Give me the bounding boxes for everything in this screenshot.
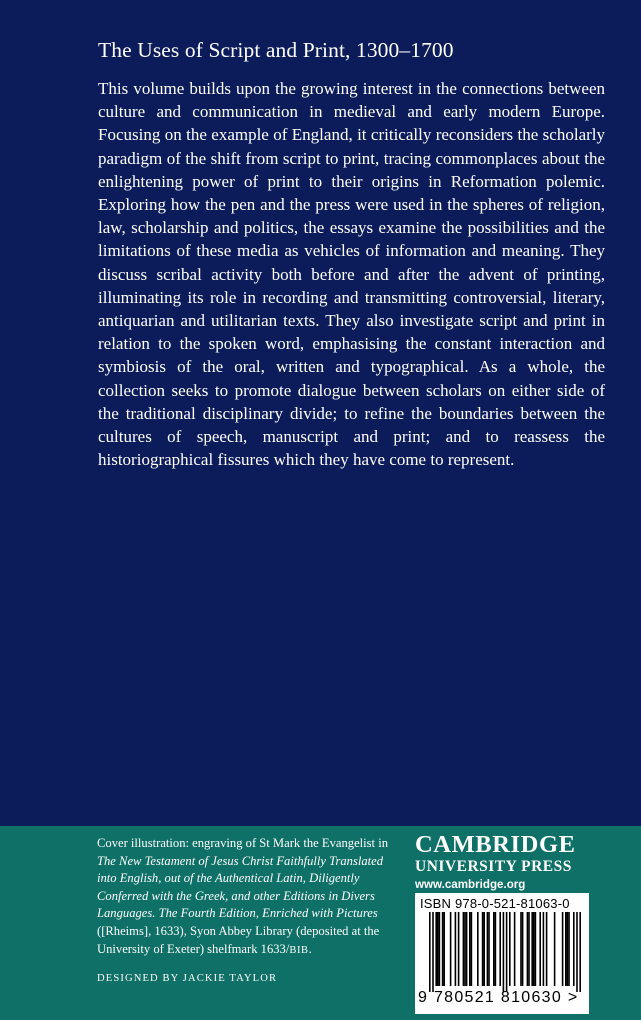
barcode-bar	[482, 912, 484, 986]
barcode-bar	[458, 912, 460, 986]
book-blurb: This volume builds upon the growing interest in the connections between culture and communication in medieval and early modern Europe. Focusing on the example of England, it critically reconsiders the scholarly paradigm of the shift from script to print, tracing commonplaces about the enlightening power of print to their origins in Reformation polemic. Exploring how the pen and the press were used in the spheres of religion, law, scholarship and politics, the essays examine the possibilities and the limitations of these media as vehicles of information and meaning. They discuss scribal activity both before and after the advent of printing, illuminating its role in recording and transmitting controversial, literary, antiquarian and utilitarian texts. They also investigate script and print in relation to the spoken word, emphasising the constant interaction and symbiosis of the oral, written and typographical. As a whole, the collection seeks to promote dialogue between scholars on either side of the traditional disciplinary divide; to refine the boundaries between the cultures of speech, manuscript and print; and to reassess the historiographical fissures which they have come to represent.	[98, 79, 605, 470]
isbn-barcode	[415, 893, 589, 1014]
barcode-bar	[488, 912, 490, 986]
credit-book-title: The New Testament of Jesus Christ Faithfully Translated into English, out of the Authentical Latin, Diligently Conferred with the Greek, and other Editions in Divers Languages. The Fourth Edition, Enriched with Pictures	[97, 853, 384, 921]
barcode-bar	[469, 912, 471, 986]
barcode-guard-bar	[429, 912, 431, 992]
barcode-bar	[437, 912, 439, 986]
barcode-guard-bar	[506, 912, 508, 992]
isbn-text: ISBN 978-0-521-81063-0	[420, 896, 570, 911]
barcode-bar	[535, 912, 537, 986]
barcode-bar	[522, 912, 524, 986]
barcode-bar	[567, 912, 569, 986]
publisher-name: CAMBRIDGE	[415, 831, 576, 858]
barcode-bar	[509, 912, 511, 986]
barcode-bar	[499, 912, 501, 986]
barcode-bar	[439, 912, 441, 986]
barcode-bar	[450, 912, 452, 986]
credit-end: .	[308, 941, 312, 956]
barcode-bar	[495, 912, 497, 986]
credit-intro: Cover illustration: engraving of St Mark the Evangelist in	[97, 836, 389, 850]
barcode-bar	[514, 912, 516, 986]
barcode-bar	[493, 912, 495, 986]
barcode-bar	[443, 912, 445, 986]
designer-credit: DESIGNED BY JACKIE TAYLOR	[97, 973, 278, 984]
barcode-bar	[442, 912, 444, 986]
barcode-guard-bar	[432, 912, 434, 992]
barcode-guard-bar	[576, 912, 578, 992]
barcode-bar	[562, 912, 564, 986]
barcode-bar	[539, 912, 541, 986]
cover-illustration-credit	[97, 835, 397, 959]
barcode-guard-bar	[503, 912, 505, 992]
barcode-bar	[435, 912, 437, 986]
barcode-bar	[483, 912, 485, 986]
barcode-bar	[554, 912, 556, 986]
barcode-bar	[527, 912, 529, 986]
barcode-bar	[543, 912, 545, 986]
barcode-bar	[477, 912, 479, 986]
credit-shelfmark-suffix: BIB	[289, 944, 309, 956]
barcode-bars	[415, 912, 589, 992]
barcode-bar	[455, 912, 457, 986]
publisher-url: www.cambridge.org	[415, 878, 526, 891]
barcode-bar	[463, 912, 465, 986]
barcode-bar	[464, 912, 466, 986]
barcode-bar	[487, 912, 489, 986]
publisher-logo	[415, 832, 595, 893]
credit-details: ([Rheims], 1633), Syon Abbey Library (deposited at the University of Exeter) shelfmark 1633/	[97, 923, 380, 956]
barcode-guard-bar	[579, 912, 581, 992]
barcode-bar	[531, 912, 533, 986]
barcode-bar	[528, 912, 530, 986]
barcode-bar	[546, 912, 548, 986]
barcode-bar	[533, 912, 535, 986]
publisher-subname: UNIVERSITY PRESS	[415, 858, 572, 875]
barcode-bar	[520, 912, 522, 986]
barcode-digits: 9 780521 810630 >	[418, 989, 579, 1006]
barcode-bar	[568, 912, 570, 986]
barcode-bar	[573, 912, 575, 986]
barcode-bar	[565, 912, 567, 986]
barcode-bar	[466, 912, 468, 986]
cover-bottom-band	[0, 826, 641, 1020]
barcode-bar	[471, 912, 473, 986]
book-title: The Uses of Script and Print, 1300–1700	[98, 38, 454, 62]
